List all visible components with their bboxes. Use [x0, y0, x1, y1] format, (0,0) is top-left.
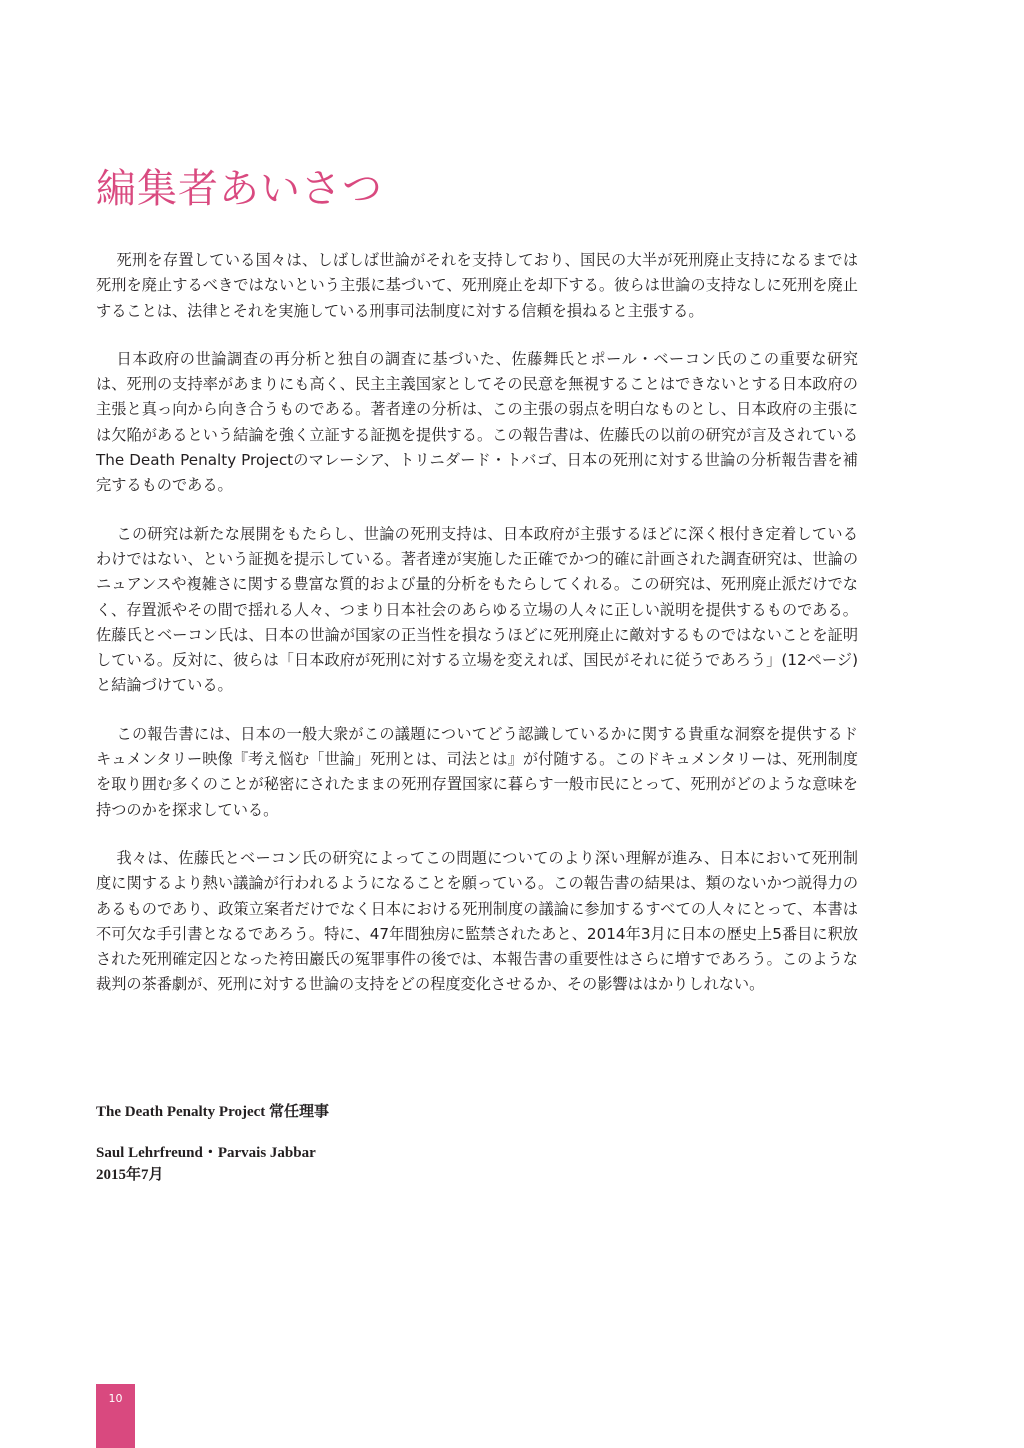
body-text — [96, 248, 858, 1021]
paragraph-2: 日本政府の世論調査の再分析と独自の調査に基づいた、佐藤舞氏とポール・ベーコン氏のこの重要な研究は、死刑の支持率があまりにも高く、民主主義国家としてその民意を無視することはできないとする日本政府の主張と真っ向から向き合うものである。著者達の分析は、この主張の弱点を明白なものとし、日本政府の主張には欠陥があるという結論を強く立証する証拠を提供する。この報告書は、佐藤氏の以前の研究が言及されているThe Death Penalty Projectのマレーシア、トリニダード・トバゴ、日本の死刑に対する世論の分析報告書を補完するものである。 — [96, 349, 858, 495]
page-number: 10 — [108, 1392, 123, 1405]
paragraph-4: この報告書には、日本の一般大衆がこの議題についてどう認識しているかに関する貴重な洞察を提供するドキュメンタリー映像『考え悩む「世論」死刑とは、司法とは』が付随する。このドキュメンタリーは、死刑制度を取り囲む多くのことが秘密にされたままの死刑存置国家に暮らす一般市民にとって、死刑がどのような意味を持つのかを探求している。 — [96, 724, 858, 819]
signature-block — [96, 1101, 329, 1186]
signature-organization: The Death Penalty Project 常任理事 — [96, 1104, 330, 1120]
page-number-tab — [96, 1384, 135, 1448]
signature-date: 2015年7月 — [96, 1167, 164, 1183]
signature-names: Saul Lehrfreund・Parvais Jabbar — [96, 1145, 316, 1161]
page-title: 編集者あいさつ — [96, 166, 383, 212]
paragraph-5: 我々は、佐藤氏とベーコン氏の研究によってこの問題についてのより深い理解が進み、日本において死刑制度に関するより熱い議論が行われるようになることを願っている。この報告書の結果は、類のないかつ説得力のあるものであり、政策立案者だけでなく日本における死刑制度の議論に参加するすべての人々にとって、本書は不可欠な手引書となるであろう。特に、47年間独房に監禁されたあと、2014年3月に日本の歴史上5番目に釈放された死刑確定囚となった袴田巖氏の冤罪事件の後では、本報告書の重要性はさらに増すであろう。このような裁判の茶番劇が、死刑に対する世論の支持をどの程度変化させるか、その影響ははかりしれない。 — [96, 848, 859, 994]
paragraph-1: 死刑を存置している国々は、しばしば世論がそれを支持しており、国民の大半が死刑廃止支持になるまでは死刑を廃止するべきではないという主張に基づいて、死刑廃止を却下する。彼らは世論の支持なしに死刑を廃止することは、法律とそれを実施している刑事司法制度に対する信頼を損ねると主張する。 — [96, 251, 858, 320]
paragraph-3: この研究は新たな展開をもたらし、世論の死刑支持は、日本政府が主張するほどに深く根付き定着しているわけではない、という証拠を提示している。著者達が実施した正確でかつ的確に計画された調査研究は、世論のニュアンスや複雑さに関する豊富な質的および量的分析をもたらしてくれる。この研究は、死刑廃止派だけでなく、存置派やその間で揺れる人々、つまり日本社会のあらゆる立場の人々に正しい説明を提供するものである。佐藤氏とベーコン氏は、日本の世論が国家の正当性を損なうほどに死刑廃止に敵対するものではないことを証明している。反対に、彼らは「日本政府が死刑に対する立場を変えれば、国民がそれに従うであろう」(12ページ) と結論づけている。 — [96, 524, 858, 695]
